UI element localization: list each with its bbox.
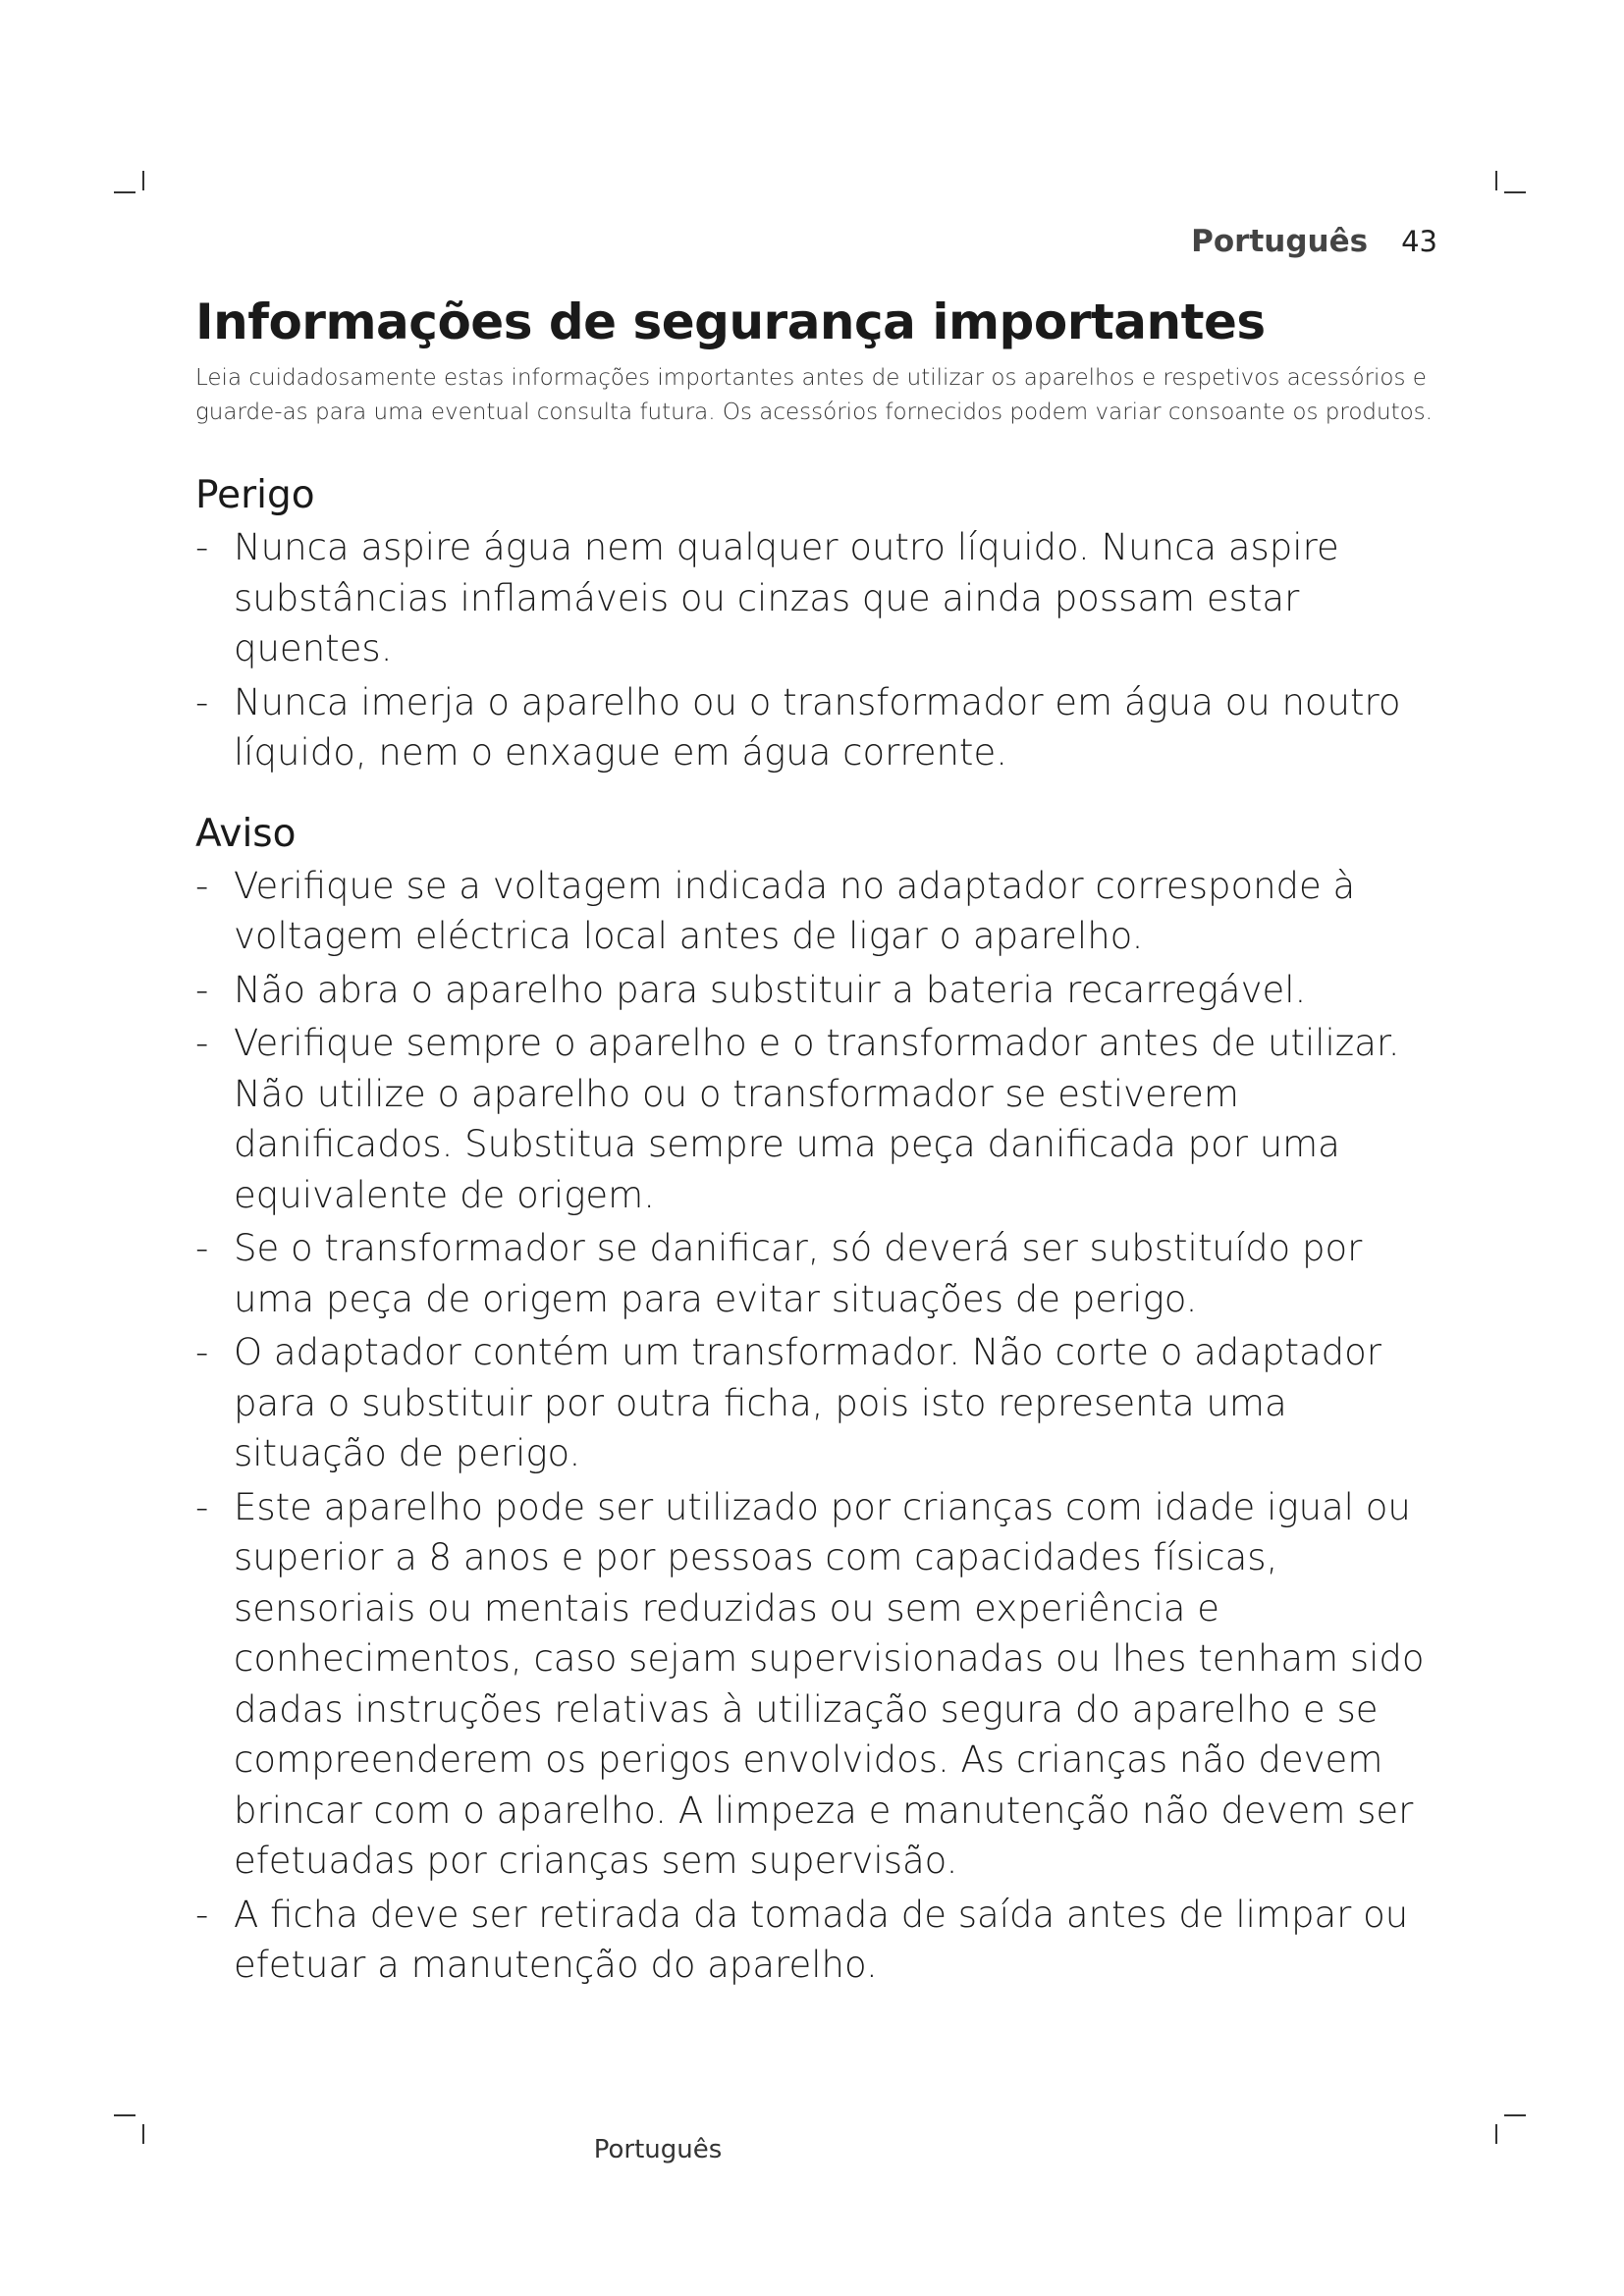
page-content	[195, 287, 1447, 1994]
list-item: - Verifique se a voltagem indicada no adaptador corresponde à voltagem eléctrica local antes de ligar o aparelho.	[195, 861, 1447, 962]
intro-paragraph: Leia cuidadosamente estas informações importantes antes de utilizar os aparelhos e respetivos acessórios e guarde-as para uma eventual consulta futura. Os acessórios fornecidos podem variar consoante os produtos.	[195, 365, 1433, 425]
crop-mark-bottom-right-v	[1495, 2124, 1497, 2144]
list-item: - O adaptador contém um transformador. Não corte o adaptador para o substituir por outra ficha, pois isto representa uma situação de perigo.	[195, 1327, 1447, 1479]
warning-list	[195, 861, 1447, 1991]
page-footer: Português	[593, 2135, 723, 2164]
section-warning	[195, 808, 1447, 1991]
section-heading-danger: Perigo	[195, 473, 315, 517]
crop-mark-top-right-h	[1504, 191, 1526, 193]
crop-mark-top-left-h	[114, 191, 135, 193]
section-heading-warning: Aviso	[195, 811, 297, 856]
list-item: - Verifique sempre o aparelho e o transformador antes de utilizar. Não utilize o aparelho ou o transformador se estiverem danificados. Substitua sempre uma peça danificada por uma equivalente de origem.	[195, 1018, 1447, 1220]
crop-mark-bottom-right-h	[1504, 2114, 1526, 2116]
list-item: - Se o transformador se danificar, só deverá ser substituído por uma peça de origem para evitar situações de perigo.	[195, 1223, 1447, 1324]
list-item: - Nunca imerja o aparelho ou o transformador em água ou noutro líquido, nem o enxague em água corrente.	[195, 677, 1447, 778]
section-danger	[195, 469, 1447, 778]
page-number: 43	[1401, 225, 1437, 258]
header-language: Português	[1191, 224, 1369, 259]
list-item: - Não abra o aparelho para substituir a bateria recarregável.	[195, 965, 1447, 1016]
list-item: - Nunca aspire água nem qualquer outro líquido. Nunca aspire substâncias inflamáveis ou cinzas que ainda possam estar quentes.	[195, 522, 1447, 674]
list-item: - Este aparelho pode ser utilizado por crianças com idade igual ou superior a 8 anos e por pessoas com capacidades físicas, sensoriais ou mentais reduzidas ou sem experiência e conhecimentos, caso sejam supervisionadas ou lhes tenham sido dadas instruções relativas à utilização segura do aparelho e se compreenderem os perigos envolvidos. As crianças não devem brincar com o aparelho. A limpeza e manutenção não devem ser efetuadas por crianças sem supervisão.	[195, 1482, 1447, 1887]
crop-mark-top-right-v	[1495, 171, 1497, 190]
crop-mark-bottom-left-h	[114, 2114, 135, 2116]
crop-mark-top-left-v	[142, 171, 144, 190]
danger-list	[195, 522, 1447, 778]
list-item: - A ficha deve ser retirada da tomada de saída antes de limpar ou efetuar a manutenção do aparelho.	[195, 1890, 1447, 1991]
page-title: Informações de segurança importantes	[195, 294, 1266, 350]
page-header	[1191, 224, 1437, 259]
